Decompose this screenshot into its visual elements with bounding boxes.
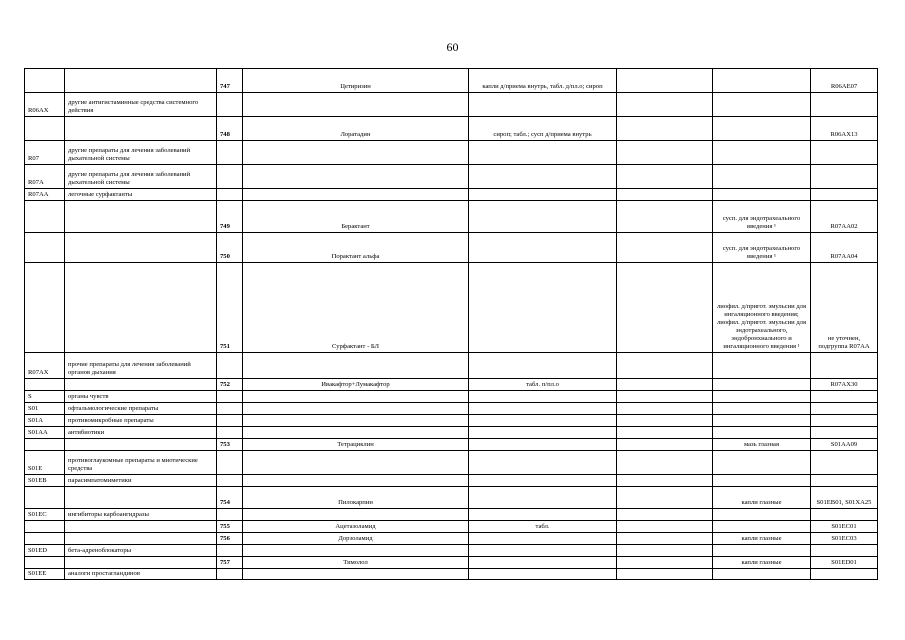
dosage-form-alt-cell xyxy=(713,569,811,580)
table-row xyxy=(25,379,878,391)
spacer-cell xyxy=(617,557,713,569)
group-name-cell xyxy=(65,439,217,451)
atc-code-cell: S01AA xyxy=(25,427,65,439)
group-name-cell: другие препараты для лечения заболеваний дыхательной системы xyxy=(65,141,217,165)
dosage-form-alt-cell: капли глазные xyxy=(713,533,811,545)
spacer-cell xyxy=(617,475,713,487)
atc-reference-cell xyxy=(811,415,878,427)
dosage-form-cell xyxy=(469,545,617,557)
atc-code-cell xyxy=(25,379,65,391)
atc-code-cell: S xyxy=(25,391,65,403)
dosage-form-cell xyxy=(469,451,617,475)
atc-reference-cell xyxy=(811,353,878,379)
dosage-form-alt-cell: лиофил. д/пригот. эмульсии для ингаляционного введения; лиофил. д/пригот. эмульсии для эндотрахеального, эндобронхиального и ингаляционного введения ¹ xyxy=(713,263,811,353)
drug-name-cell xyxy=(243,141,469,165)
atc-code-cell: S01EB xyxy=(25,475,65,487)
dosage-form-alt-cell xyxy=(713,415,811,427)
atc-reference-cell: S01AA09 xyxy=(811,439,878,451)
atc-code-cell xyxy=(25,201,65,233)
drug-name-cell: Ацетазоламид xyxy=(243,521,469,533)
dosage-form-alt-cell xyxy=(713,117,811,141)
page-number: 60 xyxy=(446,40,459,54)
atc-code-cell: S01 xyxy=(25,403,65,415)
dosage-form-cell xyxy=(469,557,617,569)
row-number-cell xyxy=(217,403,243,415)
dosage-form-cell xyxy=(469,233,617,263)
atc-reference-cell xyxy=(811,545,878,557)
group-name-cell: ингибиторы карбоангидразы xyxy=(65,509,217,521)
group-name-cell xyxy=(65,533,217,545)
atc-reference-cell xyxy=(811,189,878,201)
drug-name-cell xyxy=(243,403,469,415)
spacer-cell xyxy=(617,521,713,533)
row-number-cell xyxy=(217,451,243,475)
row-number-cell xyxy=(217,569,243,580)
drug-name-cell: Сурфактант - БЛ xyxy=(243,263,469,353)
row-number-cell xyxy=(217,93,243,117)
dosage-form-alt-cell xyxy=(713,451,811,475)
dosage-form-cell xyxy=(469,189,617,201)
row-number-cell xyxy=(217,391,243,403)
dosage-form-alt-cell xyxy=(713,509,811,521)
group-name-cell: другие препараты для лечения заболеваний дыхательной системы xyxy=(65,165,217,189)
table-row xyxy=(25,117,878,141)
table-row xyxy=(25,403,878,415)
dosage-form-alt-cell: мазь глазная xyxy=(713,439,811,451)
spacer-cell xyxy=(617,533,713,545)
table-row xyxy=(25,557,878,569)
dosage-form-alt-cell xyxy=(713,189,811,201)
spacer-cell xyxy=(617,451,713,475)
row-number-cell: 751 xyxy=(217,263,243,353)
drug-name-cell: Дорзоламид xyxy=(243,533,469,545)
drug-name-cell: Тимолол xyxy=(243,557,469,569)
spacer-cell xyxy=(617,391,713,403)
table-row xyxy=(25,201,878,233)
dosage-form-alt-cell xyxy=(713,403,811,415)
drug-name-cell xyxy=(243,353,469,379)
drug-name-cell xyxy=(243,545,469,557)
spacer-cell xyxy=(617,353,713,379)
spacer-cell xyxy=(617,263,713,353)
group-name-cell: противоглаукомные препараты и миотические средства xyxy=(65,451,217,475)
group-name-cell xyxy=(65,117,217,141)
dosage-form-alt-cell xyxy=(713,379,811,391)
row-number-cell: 752 xyxy=(217,379,243,391)
atc-code-cell: R06AX xyxy=(25,93,65,117)
dosage-form-cell xyxy=(469,141,617,165)
atc-code-cell: R07AX xyxy=(25,353,65,379)
row-number-cell xyxy=(217,165,243,189)
drug-name-cell xyxy=(243,93,469,117)
drug-name-cell xyxy=(243,475,469,487)
table-row xyxy=(25,569,878,580)
spacer-cell xyxy=(617,165,713,189)
table-row xyxy=(25,533,878,545)
dosage-form-alt-cell xyxy=(713,353,811,379)
row-number-cell xyxy=(217,475,243,487)
dosage-form-alt-cell: капли глазные xyxy=(713,487,811,509)
atc-reference-cell: S01EC01 xyxy=(811,521,878,533)
atc-code-cell: S01ED xyxy=(25,545,65,557)
group-name-cell: другие антигистаминные средства системного действия xyxy=(65,93,217,117)
drug-name-cell xyxy=(243,427,469,439)
atc-reference-cell: S01EB01, S01XA25 xyxy=(811,487,878,509)
dosage-form-alt-cell: сусп. для эндотрахеального введения ¹ xyxy=(713,201,811,233)
row-number-cell: 753 xyxy=(217,439,243,451)
table-row xyxy=(25,391,878,403)
atc-reference-cell: R06AE07 xyxy=(811,69,878,93)
dosage-form-cell xyxy=(469,353,617,379)
dosage-form-alt-cell: капли глазные xyxy=(713,557,811,569)
table-row xyxy=(25,439,878,451)
atc-code-cell xyxy=(25,263,65,353)
spacer-cell xyxy=(617,201,713,233)
dosage-form-alt-cell xyxy=(713,69,811,93)
table-row xyxy=(25,353,878,379)
dosage-form-cell: табл. xyxy=(469,521,617,533)
atc-code-cell xyxy=(25,117,65,141)
spacer-cell xyxy=(617,439,713,451)
drug-name-cell xyxy=(243,415,469,427)
group-name-cell: органы чувств xyxy=(65,391,217,403)
drug-name-cell xyxy=(243,391,469,403)
drug-name-cell: Порактант альфа xyxy=(243,233,469,263)
table-row xyxy=(25,451,878,475)
dosage-form-alt-cell xyxy=(713,391,811,403)
spacer-cell xyxy=(617,141,713,165)
group-name-cell xyxy=(65,521,217,533)
group-name-cell xyxy=(65,487,217,509)
table-row xyxy=(25,189,878,201)
dosage-form-alt-cell: сусп. для эндотрахеального введения ¹ xyxy=(713,233,811,263)
dosage-form-alt-cell xyxy=(713,545,811,557)
atc-code-cell xyxy=(25,439,65,451)
atc-reference-cell xyxy=(811,165,878,189)
group-name-cell xyxy=(65,557,217,569)
row-number-cell: 756 xyxy=(217,533,243,545)
row-number-cell xyxy=(217,415,243,427)
spacer-cell xyxy=(617,117,713,141)
row-number-cell xyxy=(217,509,243,521)
row-number-cell xyxy=(217,427,243,439)
atc-code-cell: S01A xyxy=(25,415,65,427)
dosage-form-alt-cell xyxy=(713,475,811,487)
group-name-cell: противомикробные препараты xyxy=(65,415,217,427)
table-row xyxy=(25,69,878,93)
atc-reference-cell xyxy=(811,451,878,475)
group-name-cell: бета-адреноблокаторы xyxy=(65,545,217,557)
dosage-form-alt-cell xyxy=(713,165,811,189)
atc-code-cell xyxy=(25,557,65,569)
drug-name-cell: Пилокарпин xyxy=(243,487,469,509)
atc-reference-cell xyxy=(811,391,878,403)
spacer-cell xyxy=(617,569,713,580)
atc-reference-cell: R07AA02 xyxy=(811,201,878,233)
table-row xyxy=(25,93,878,117)
drug-name-cell: Тетрациклин xyxy=(243,439,469,451)
drug-name-cell: Цетиризин xyxy=(243,69,469,93)
drug-name-cell: Лоратадин xyxy=(243,117,469,141)
dosage-form-cell xyxy=(469,487,617,509)
table-row xyxy=(25,487,878,509)
group-name-cell: антибиотики xyxy=(65,427,217,439)
atc-code-cell xyxy=(25,533,65,545)
dosage-form-cell xyxy=(469,201,617,233)
group-name-cell: прочие препараты для лечения заболеваний органов дыхания xyxy=(65,353,217,379)
table-row xyxy=(25,263,878,353)
row-number-cell: 750 xyxy=(217,233,243,263)
atc-reference-cell: S01ED01 xyxy=(811,557,878,569)
atc-code-cell: R07A xyxy=(25,165,65,189)
spacer-cell xyxy=(617,379,713,391)
spacer-cell xyxy=(617,69,713,93)
spacer-cell xyxy=(617,93,713,117)
atc-code-cell: S01E xyxy=(25,451,65,475)
dosage-form-alt-cell xyxy=(713,141,811,165)
dosage-form-cell xyxy=(469,93,617,117)
atc-reference-cell xyxy=(811,403,878,415)
drug-name-cell xyxy=(243,569,469,580)
dosage-form-cell xyxy=(469,533,617,545)
row-number-cell: 754 xyxy=(217,487,243,509)
group-name-cell: офтальмологические препараты xyxy=(65,403,217,415)
group-name-cell xyxy=(65,69,217,93)
atc-code-cell xyxy=(25,233,65,263)
row-number-cell: 757 xyxy=(217,557,243,569)
spacer-cell xyxy=(617,545,713,557)
dosage-form-cell xyxy=(469,509,617,521)
dosage-form-cell xyxy=(469,391,617,403)
spacer-cell xyxy=(617,403,713,415)
dosage-form-cell xyxy=(469,569,617,580)
atc-reference-cell: S01EC03 xyxy=(811,533,878,545)
dosage-form-cell: табл. п/пл.о xyxy=(469,379,617,391)
spacer-cell xyxy=(617,509,713,521)
atc-reference-cell: R07AX30 xyxy=(811,379,878,391)
atc-code-cell xyxy=(25,521,65,533)
atc-reference-cell xyxy=(811,427,878,439)
group-name-cell: легочные сурфактанты xyxy=(65,189,217,201)
drug-name-cell xyxy=(243,509,469,521)
row-number-cell xyxy=(217,189,243,201)
atc-code-cell: R07AA xyxy=(25,189,65,201)
atc-reference-cell xyxy=(811,475,878,487)
row-number-cell: 747 xyxy=(217,69,243,93)
dosage-form-cell xyxy=(469,415,617,427)
table-row xyxy=(25,165,878,189)
dosage-form-alt-cell xyxy=(713,93,811,117)
group-name-cell xyxy=(65,379,217,391)
table-row xyxy=(25,545,878,557)
atc-code-cell xyxy=(25,487,65,509)
atc-reference-cell xyxy=(811,93,878,117)
dosage-form-cell: сироп; табл.; сусп д/приема внутрь xyxy=(469,117,617,141)
atc-code-cell xyxy=(25,69,65,93)
group-name-cell xyxy=(65,263,217,353)
row-number-cell xyxy=(217,353,243,379)
table-row xyxy=(25,233,878,263)
row-number-cell: 749 xyxy=(217,201,243,233)
drug-list-table xyxy=(24,68,878,580)
drug-name-cell: Берактант xyxy=(243,201,469,233)
dosage-form-cell xyxy=(469,427,617,439)
table-row xyxy=(25,509,878,521)
table-row xyxy=(25,141,878,165)
dosage-form-cell xyxy=(469,439,617,451)
drug-name-cell: Ивакафтор+Лумакафтор xyxy=(243,379,469,391)
spacer-cell xyxy=(617,487,713,509)
spacer-cell xyxy=(617,427,713,439)
dosage-form-cell xyxy=(469,263,617,353)
table-row xyxy=(25,415,878,427)
atc-code-cell: S01EC xyxy=(25,509,65,521)
atc-code-cell: R07 xyxy=(25,141,65,165)
row-number-cell: 755 xyxy=(217,521,243,533)
dosage-form-alt-cell xyxy=(713,427,811,439)
dosage-form-cell: капли д/приема внутрь, табл. д/пл.о; сироп xyxy=(469,69,617,93)
table-row xyxy=(25,475,878,487)
table-row xyxy=(25,521,878,533)
atc-reference-cell: не уточнен, подгруппа R07AA xyxy=(811,263,878,353)
group-name-cell xyxy=(65,201,217,233)
atc-reference-cell: R07AA04 xyxy=(811,233,878,263)
atc-code-cell: S01EE xyxy=(25,569,65,580)
group-name-cell: аналоги простагландинов xyxy=(65,569,217,580)
atc-reference-cell xyxy=(811,509,878,521)
dosage-form-cell xyxy=(469,165,617,189)
row-number-cell xyxy=(217,141,243,165)
row-number-cell: 748 xyxy=(217,117,243,141)
spacer-cell xyxy=(617,233,713,263)
dosage-form-cell xyxy=(469,475,617,487)
dosage-form-alt-cell xyxy=(713,521,811,533)
atc-reference-cell: R06AX13 xyxy=(811,117,878,141)
drug-name-cell xyxy=(243,165,469,189)
spacer-cell xyxy=(617,189,713,201)
group-name-cell xyxy=(65,233,217,263)
table-row xyxy=(25,427,878,439)
atc-reference-cell xyxy=(811,141,878,165)
atc-reference-cell xyxy=(811,569,878,580)
drug-name-cell xyxy=(243,451,469,475)
dosage-form-cell xyxy=(469,403,617,415)
group-name-cell: парасимпатомиметики xyxy=(65,475,217,487)
row-number-cell xyxy=(217,545,243,557)
drug-name-cell xyxy=(243,189,469,201)
spacer-cell xyxy=(617,415,713,427)
